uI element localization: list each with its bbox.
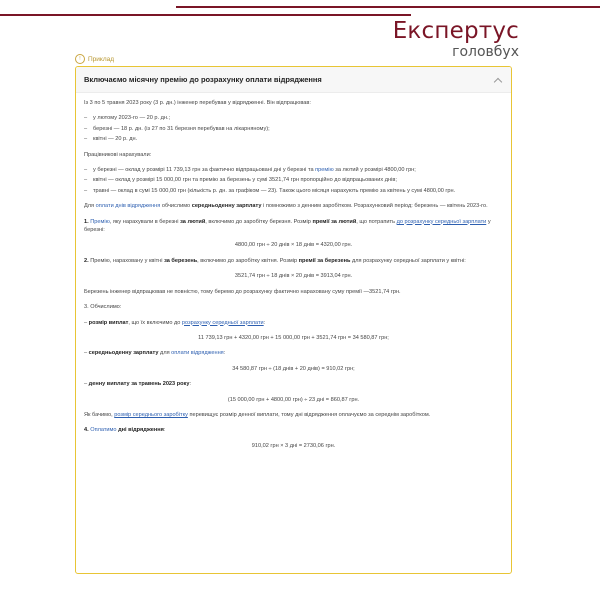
brand-title: Експертус bbox=[392, 18, 519, 44]
period-paragraph: Для оплати днів відрядження обчислимо середньоденну зарплату і помножимо з денним заробітком. Розрахунковий період: березень — квітень 2023-го. bbox=[84, 203, 488, 210]
worked-days-list bbox=[84, 114, 503, 143]
formula-5: (15 000,00 грн + 4800,00 грн) ÷ 23 дні = 860,87 грн. bbox=[227, 396, 360, 403]
step-2: 2. Премію, нараховану у квітні за березень, включимо до заробітку квітня. Розмір премії за березень для розрахунку середньої зарплати у квітні: bbox=[84, 257, 466, 264]
example-label bbox=[75, 54, 114, 64]
step-1: 1. Премію, яку нарахували в березні за лютий, включимо до заробітку березня. Розмір премії за лютий, що потрапить до розрахунку середньої зарплати у березні: bbox=[84, 218, 491, 234]
formula-6: 910,02 грн × 3 дні = 2730,06 грн. bbox=[251, 442, 336, 449]
list-item: – квітні — 20 р. дн. bbox=[84, 135, 503, 143]
list-item: – у березні — оклад у розмірі 11 739,13 грн за фактично відпрацьовані дні у березні та премію за лютий у розмірі 4800,00 грн; bbox=[84, 166, 503, 174]
example-label-text: Приклад bbox=[88, 55, 115, 63]
brand-logo bbox=[393, 20, 519, 59]
formula-4: 34 580,87 грн ÷ (18 днів + 20 днів) = 910,02 грн; bbox=[232, 365, 355, 372]
card-body bbox=[76, 93, 511, 450]
chevron-up-icon[interactable] bbox=[493, 75, 503, 85]
bullet-payments: – розмір виплат, що їх включимо до розрахунку середньої зарплати: bbox=[84, 319, 266, 326]
formula-2: 3521,74 грн ÷ 18 днів × 20 днів = 3913,04 грн. bbox=[234, 273, 353, 280]
list-item: – травні — оклад в сумі 15 000,00 грн (кількість р. дн. за графіком — 23). Також цього місяця нарахують премію за квітень у сумі 4800,00 грн. bbox=[84, 187, 503, 195]
list-item: – березні — 18 р. дн. (із 27 по 31 березня перебував на лікарняному); bbox=[84, 125, 503, 133]
decorative-line-second bbox=[0, 14, 411, 16]
bullet-average: – середньоденну зарплату для оплати відрядження: bbox=[84, 350, 226, 357]
step-4: 4. Оплатимо дні відрядження: bbox=[84, 427, 166, 434]
compare-paragraph: Як бачимо, розмір середнього заробітку перевищує розмір денної виплати, тому дні відрядження оплачуємо за середнім заробітком. bbox=[84, 411, 431, 418]
intro-paragraph: Із 3 по 5 травня 2023 року (3 р. дн.) інженер перебував у відрядженні. Він відпрацював: bbox=[84, 100, 311, 106]
formula-3: 11 739,13 грн + 4320,00 грн + 15 000,00 грн + 3521,74 грн = 34 580,87 грн; bbox=[198, 334, 389, 341]
formula-1: 4800,00 грн ÷ 20 днів × 18 днів = 4320,00 грн. bbox=[234, 242, 353, 249]
lightbulb-icon: ! bbox=[75, 54, 85, 64]
list-item: – квітні — оклад у розмірі 15 000,00 грн та премію за березень у сумі 3521,74 грн пропорційно до відпрацьованих днів; bbox=[84, 176, 503, 184]
list-item: – у лютому 2023-го — 20 р. дн.; bbox=[84, 114, 503, 122]
brand-subtitle: головбух bbox=[452, 44, 519, 60]
accrued-label: Працівникові нарахували: bbox=[84, 151, 152, 158]
example-card bbox=[75, 66, 512, 574]
march-paragraph: Березень інженер відпрацював не повністю, тому беремо до розрахунку фактично нараховану суму премії —3521,74 грн. bbox=[84, 288, 401, 295]
decorative-line-top bbox=[176, 6, 600, 8]
card-header[interactable] bbox=[76, 67, 511, 93]
accrued-list bbox=[84, 166, 503, 195]
step-3-label: 3. Обчислимо: bbox=[84, 304, 122, 311]
bullet-daily: – денну виплату за травень 2023 року: bbox=[84, 381, 192, 388]
card-title: Включаємо місячну премію до розрахунку оплати відрядження bbox=[84, 75, 322, 84]
